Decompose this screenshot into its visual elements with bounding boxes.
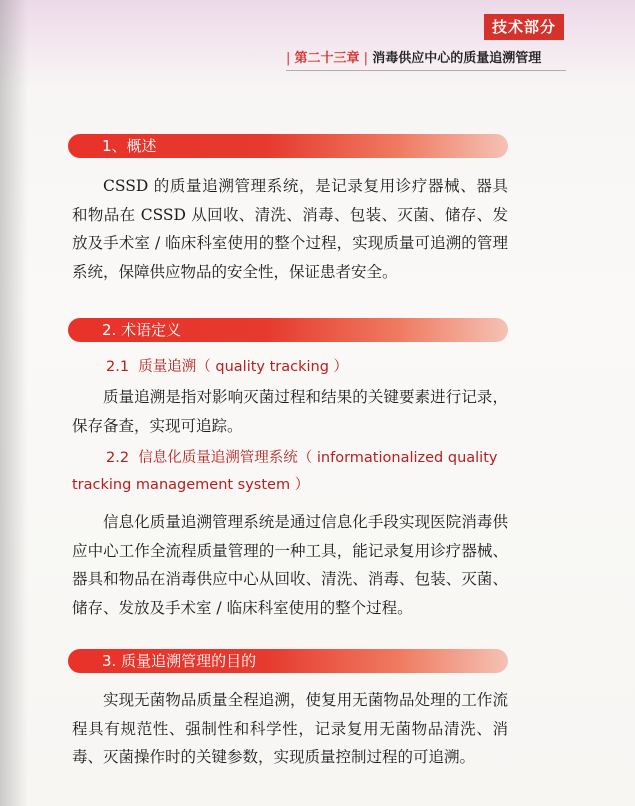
section-heading-label: 3. 质量追溯管理的目的	[102, 652, 257, 670]
header-bracket-left: |	[286, 51, 295, 66]
subsection-number: 2.1	[106, 359, 130, 375]
subsection-english: （ quality tracking ）	[196, 359, 349, 375]
section-heading-label: 2. 术语定义	[102, 321, 182, 339]
category-tag: 技术部分	[484, 14, 564, 40]
subsection-title: 质量追溯	[138, 359, 197, 375]
info-system-paragraph: 信息化质量追溯管理系统是通过信息化手段实现医院消毒供应中心工作全流程质量管理的一种工具，能记录复用诊疗器械、器具和物品在消毒供应中心从回收、清洗、消毒、包装、灭菌、储存、发放及手术室 / 临床科室使用的整个过程。	[72, 513, 508, 617]
quality-tracking-paragraph: 质量追溯是指对影响灭菌过程和结果的关键要素进行记录，保存备查，实现可追踪。	[72, 388, 508, 435]
running-header	[286, 50, 566, 68]
subsection-title: 信息化质量追溯管理系统	[138, 450, 298, 466]
binding-shadow	[0, 0, 28, 806]
section-heading-purpose	[68, 649, 508, 673]
section-heading-overview	[68, 134, 508, 158]
subsection-heading-quality-tracking	[72, 354, 512, 381]
purpose-paragraph: 实现无菌物品质量全程追溯，使复用无菌物品处理的工作流程具有规范性、强制性和科学性，记录复用无菌物品清洗、消毒、灭菌操作时的关键参数，实现质量控制过程的可追溯。	[72, 691, 508, 766]
chapter-title: 消毒供应中心的质量追溯管理	[372, 51, 542, 66]
section-heading-label: 1、概述	[102, 137, 157, 155]
subsection-heading-info-system	[72, 445, 512, 499]
header-bracket-right: |	[359, 51, 373, 66]
subsection-number: 2.2	[106, 450, 130, 466]
section-heading-terms	[68, 318, 508, 342]
chapter-number: 第二十三章	[294, 51, 360, 66]
header-rule	[286, 70, 566, 71]
overview-paragraph: CSSD 的质量追溯管理系统，是记录复用诊疗器械、器具和物品在 CSSD 从回收、清洗、消毒、包装、灭菌、储存、发放及手术室 / 临床科室使用的整个过程，实现质量可追溯的管理系统，保障供应物品的安全性，保证患者安全。	[72, 177, 508, 281]
subsection-english: （ informationalized quality tracking management system ）	[72, 450, 498, 493]
